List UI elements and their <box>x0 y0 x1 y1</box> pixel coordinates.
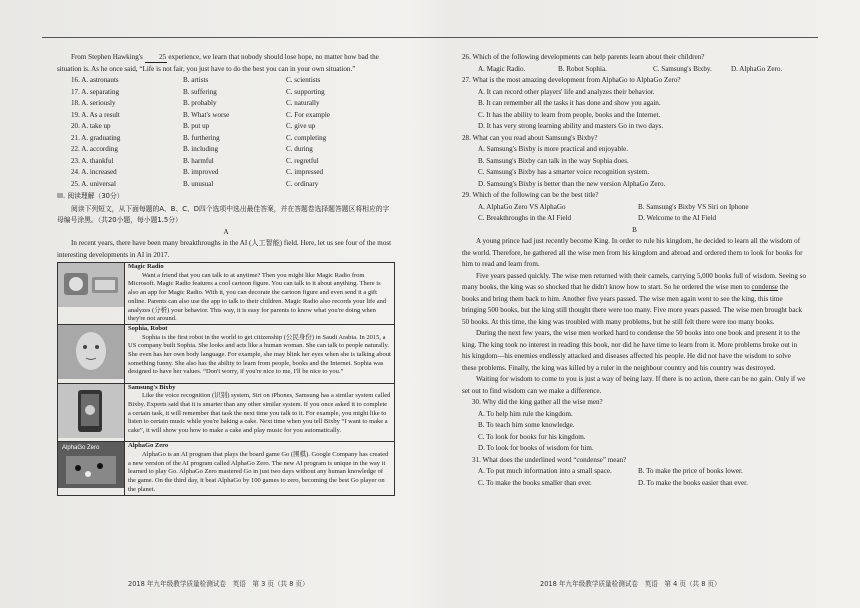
row-text: Sophia is the first robot in the world to get citizenship (公民身份) in Saudi Arabia. In 2015, a US company built Sophia. She looks and acts like a human woman. She can talk to people naturally. She even has her own body language. For example, she may blink her eyes when she is talking about something funny. She also has the ability to learn from people, books and the Internet. Sophia was designed to have her values. “Don't worry, if you're nice to me, I'll be nice to you.” <box>128 333 391 376</box>
passage-label-b: B <box>632 225 637 234</box>
passage-a-intro: In recent years, there have been many breakthroughs in the AI (人工智能) field. Here, let us see four of the most interesting developments in AI in 2017. <box>57 239 392 259</box>
option: C. Breakthroughs in the AI Field <box>478 214 571 222</box>
option: C. It has the ability to learn from people, books and the Internet. <box>478 110 661 119</box>
option: B. including <box>183 145 219 153</box>
underlined-word: condense <box>751 283 778 291</box>
option: B. furthering <box>183 133 220 142</box>
table-row <box>58 263 394 324</box>
table-cell <box>125 263 394 324</box>
option: C. naturally <box>286 99 320 107</box>
option: 20. A. take up <box>71 122 111 130</box>
q30-options <box>478 409 807 455</box>
table-row <box>58 441 394 494</box>
row-text: Like the voice recognition (识别) system, Siri on iPhones, Samsung has a similar system called Bixby. Experts said that it is smarter than any other similar system. If you once asked it to complete a certain task, it will remember that task the next time you talk to it. For example, you might like to listen to certain music while you're baking a cake. Next time when you tell Bixby “I want to make a cake”, it will show you how to make a cake and play music for you automatically. <box>128 392 391 435</box>
option: C. supporting <box>286 87 325 96</box>
cloze-option-row <box>71 75 395 87</box>
option: C. Samsung's Bixby has a smarter voice recognition system. <box>478 168 650 176</box>
option: B. To teach him some knowledge. <box>478 421 575 429</box>
option: C. completing <box>286 133 327 142</box>
option: B. suffering <box>183 87 217 96</box>
option: B. unusual <box>183 179 214 188</box>
row-heading: Sophia, Robot <box>128 324 168 332</box>
row-heading: AlphaGo Zero <box>128 442 169 450</box>
option: B. It can remember all the tasks it has done and show you again. <box>478 99 661 107</box>
option: D. Welcome to the AI Field <box>638 214 717 222</box>
table-row <box>58 324 394 383</box>
option: C. For example <box>286 110 330 119</box>
question-29: 29. Which of the following can be the best title? <box>462 191 599 199</box>
option: B. put up <box>183 122 210 130</box>
option: 17. A. separating <box>71 87 120 96</box>
option: C. during <box>286 145 313 153</box>
row-text: AlphaGo is an AI program that plays the board game Go (围棋). Google Company has created a new version of the AI program called AlphaGo Zero. The new AI program is unique in the way it learned to play Go. AlphaGo Zero mastered Go in just two days without any human knowledge of the game. On the third day, it beat AlphaGo by 100 games to zero, becoming the best Go player on the planet. <box>128 451 389 493</box>
option: B. Samsung's Bixby can talk in the way Sophia does. <box>478 156 629 165</box>
row-heading: Magic Radio <box>128 263 164 270</box>
option: B. harmful <box>183 156 214 165</box>
option: B. improved <box>183 168 219 176</box>
option: A. AlphaGo Zero VS AlphaGo <box>478 202 566 211</box>
row-text: Want a friend that you can talk to at anytime? Then you might like Magic Radio from Microsoft. Magic Radio features a cool cartoon figure. You can talk to it about anything. There is also an app for Magic Radio. With it, you can decorate the cartoon figure and even send it a gift online. Parents can also use the app to talk to their children. Magic Radio also records your life and analyzes (分析) your behavior. This way, it is easy for parents to know what you're doing when they're not around. <box>128 271 387 323</box>
option: 19. A. As a result <box>71 110 120 119</box>
cloze-option-row <box>71 144 395 156</box>
passage-b-p2: Five years passed quickly. The wise men returned with their camels, carrying 5,000 books full of wisdom. Seeing so many books, the king was so shocked that he didn't know how to start. So he ordered the wise men to condense the books and bring them back to him. Another five years passed. The wise men again went to see the king, this time bringing 500 books, but the king still thought there were too many. Five more years passed. The wise men brought back 50 books. At this time, the king was troubled with many problems, but he still felt there were too many books. <box>462 271 806 326</box>
thumb-caption: AlphaGo Zero <box>62 445 100 452</box>
passage-b-p1: A young prince had just recently become King. In order to rule his kingdom, he decided to learn all the wisdom of the world. Therefore, he gathered all the wise men from his kingdom and abroad and ordered them to look for books for him to read and learn from. <box>462 237 803 268</box>
cloze-ending: From Stephen Hawking's 25 experience, we learn that nobody should lose hope, no matter how bad the situation is. As he once said, “Life is not fair, you just have to do the best you can in your own situation.” <box>57 53 379 73</box>
option: C. regretful <box>286 156 319 165</box>
question-30: 30. Why did the king gather all the wise men? <box>472 398 603 406</box>
option: B. probably <box>183 99 217 107</box>
magic-radio-image <box>58 263 125 324</box>
q31-options <box>478 466 807 489</box>
right-footer: 2018 年九年级教学质量检测试卷 英语 第 4 页（共 8 页） <box>540 580 721 588</box>
passage-b-p3: During the next few years, the wise men worked hard to condense the 50 books into one book and present it to the king. The king took no interest in reading this book, nor did he have time to learn from it. More problems broke out in his kingdom—his enemies endlessly attacked and diseases affected his people. He did not have the wisdom to solve these problems. Finally, the king was killed by a ruler in the neighbour country and his country was destroyed. <box>462 329 801 372</box>
left-footer: 2018 年九年级教学质量检测试卷 英语 第 3 页（共 8 页） <box>128 580 309 588</box>
row-heading: Samsung's Bixby <box>128 383 176 391</box>
option: C. Samsung's Bixby. <box>653 64 712 73</box>
table-cell <box>125 325 394 383</box>
top-rule <box>42 37 818 38</box>
option: B. Robot Sophia. <box>558 64 607 73</box>
option: B. To make the price of books lower. <box>638 467 743 475</box>
cloze-option-row <box>71 87 395 99</box>
cloze-option-row <box>71 133 395 145</box>
option: C. To look for books for his kingdom. <box>478 432 586 441</box>
question-27: 27. What is the most amazing development from AlphaGo to AlphaGo Zero? <box>462 76 681 84</box>
option: A. To put much information into a small space. <box>478 467 612 475</box>
option: C. impressed <box>286 168 324 176</box>
cloze-option-row <box>71 121 395 133</box>
option: B. Samsung's Bixby VS Siri on Iphone <box>638 202 749 211</box>
option: B. What's worse <box>183 110 230 119</box>
q27-options <box>478 87 807 133</box>
table-cell <box>125 442 394 494</box>
option: 18. A. seriously <box>71 99 116 107</box>
table-cell <box>125 384 394 442</box>
question-31: 31. What does the underlined word “condense” mean? <box>472 455 627 464</box>
section-title: III. 阅读理解（30分） <box>57 192 124 200</box>
blank-25: 25 <box>145 53 167 63</box>
cloze-option-row <box>71 98 395 110</box>
option: 24. A. increased <box>71 168 117 176</box>
sophia-robot-image <box>58 325 125 383</box>
option: B. artists <box>183 76 209 84</box>
option: 21. A. graduating <box>71 133 121 142</box>
option: A. Magic Radio. <box>478 64 526 73</box>
bixby-phone-image <box>58 384 125 442</box>
passage-label-a: A <box>223 227 229 236</box>
passage-b-p4: Waiting for wisdom to come to you is just a way of being lazy. If there is no action, there can be no gain. Only if we set out to find wisdom can we make a difference. <box>462 375 806 395</box>
option: A. It can record other players' life and analyzes their behavior. <box>478 87 655 96</box>
ai-developments-table <box>57 262 395 496</box>
option: D. AlphaGo Zero. <box>731 64 783 73</box>
cloze-options <box>57 75 395 190</box>
section-instructions: 阅读下列短文，从下面每题的A、B、C、D四个选项中选出最佳答案，并在答题卷选择题答题区将相应的字母编号涂黑。（共20小题，每小题1.5分） <box>57 204 390 224</box>
q28-options <box>478 144 807 190</box>
option: 16. A. astronauts <box>71 76 119 84</box>
cloze-option-row <box>71 179 395 191</box>
option: C. To make the books smaller than ever. <box>478 478 592 487</box>
option: D. Samsung's Bixby is better than the new version AlphaGo Zero. <box>478 179 666 188</box>
question-28: 28. What can you read about Samsung's Bixby? <box>462 133 598 142</box>
alphago-zero-image <box>58 442 125 494</box>
cloze-option-row <box>71 167 395 179</box>
option: 25. A. universal <box>71 179 116 188</box>
option: 22. A. according <box>71 145 118 153</box>
q29-options <box>478 202 807 225</box>
option: D. It has very strong learning ability and masters Go in two days. <box>478 122 664 130</box>
table-row <box>58 383 394 442</box>
option: C. give up <box>286 122 316 130</box>
option: 23. A. thankful <box>71 156 114 165</box>
option: A. Samsung's Bixby is more practical and enjoyable. <box>478 145 629 153</box>
option: D. To make the books easier than ever. <box>638 478 748 487</box>
question-26: 26. Which of the following developments can help parents learn about their children? <box>462 53 705 61</box>
option: D. To look for books of wisdom for him. <box>478 444 594 452</box>
cloze-option-row <box>71 156 395 168</box>
option: A. To help him rule the kingdom. <box>478 409 573 418</box>
q26-options <box>478 64 807 76</box>
cloze-option-row <box>71 110 395 122</box>
option: C. ordinary <box>286 179 319 188</box>
option: C. scientists <box>286 76 321 84</box>
right-page <box>462 52 807 489</box>
left-page <box>57 52 395 496</box>
